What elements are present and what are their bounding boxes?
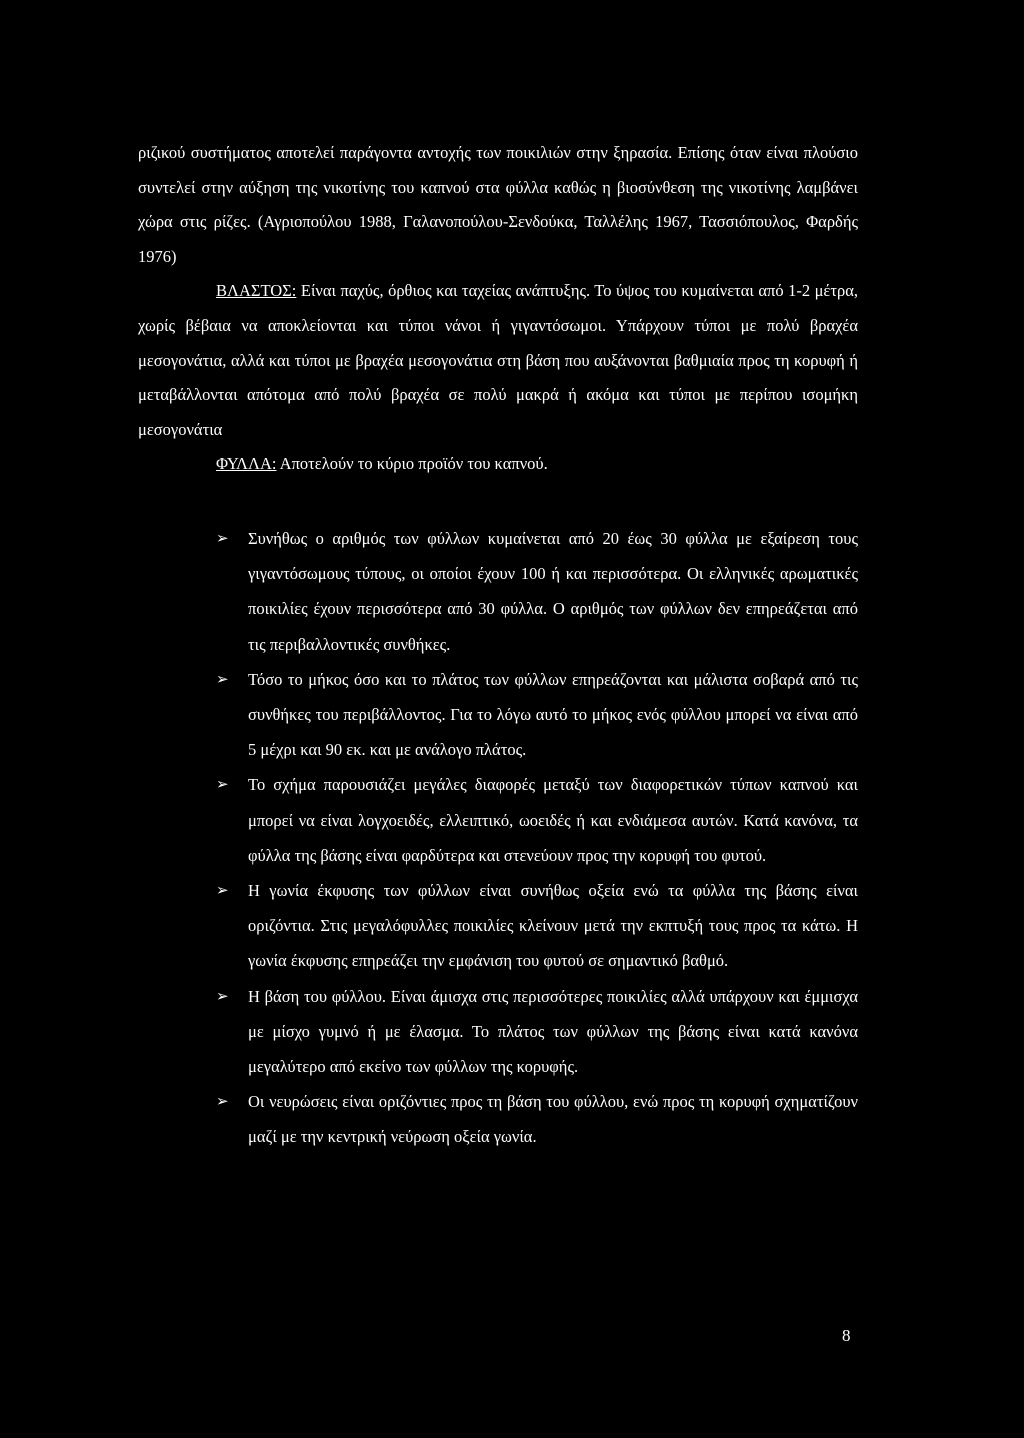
body-text — [138, 136, 858, 482]
list-item-text: Οι νευρώσεις είναι οριζόντιες προς τη βάση του φύλλου, ενώ προς τη κορυφή σχηματίζουν μαζί με την κεντρική νεύρωση οξεία γωνία. — [248, 1092, 858, 1147]
paragraph-root-system: ριζικού συστήματος αποτελεί παράγοντα αντοχής των ποικιλιών στην ξηρασία. Επίσης όταν είναι πλούσιο συντελεί στην αύξηση της νικοτίνης του καπνού στα φύλλα καθώς η βιοσύνθεση της νικοτίνης λαμβάνει χώρα στις ρίζες. (Αγριοπούλου 1988, Γαλανοπούλου-Σενδούκα, Ταλλέλης 1967, Τασσιόπουλος, Φαρδής 1976) — [138, 143, 858, 266]
list-item — [138, 1084, 858, 1154]
arrow-bullet-icon: ➢ — [216, 529, 229, 547]
list-item — [138, 979, 858, 1085]
list-item — [138, 521, 858, 662]
paragraph-stem — [138, 274, 858, 447]
list-item-text: Το σχήμα παρουσιάζει μεγάλες διαφορές μεταξύ των διαφορετικών τύπων καπνού και μπορεί να είναι λογχοειδές, ελλειπτικό, ωοειδές ή και ενδιάμεσα αυτών. Κατά κανόνα, τα φύλλα της βάσης είναι φαρδύτερα και στενεύουν προς την κορυφή του φυτού. — [248, 775, 858, 865]
page-number: 8 — [842, 1326, 851, 1345]
arrow-bullet-icon: ➢ — [216, 1092, 229, 1111]
list-item — [138, 767, 858, 873]
stem-text: Είναι παχύς, όρθιος και ταχείας ανάπτυξης. Το ύψος του κυμαίνεται από 1-2 μέτρα, χωρίς βέβαια να αποκλείονται και τύποι νάνοι ή γιγαντόσωμοι. Υπάρχουν τύποι με πολύ βραχέα μεσογονάτια, αλλά και τύποι με βραχέα μεσογονάτια στη βάση που αυξάνονται βαθμιαία προς τη κορυφή ή μεταβάλλονται απότομα από πολύ βραχέα σε πολύ μακρά ή ακόμα και τύποι με περίπου ισομήκη μεσογονάτια — [138, 281, 858, 439]
list-item-text: Τόσο το μήκος όσο και το πλάτος των φύλλων επηρεάζονται και μάλιστα σοβαρά από τις συνθήκες του περιβάλλοντος. Για το λόγω αυτό το μήκος ενός φύλλου μπορεί να είναι από 5 μέχρι και 90 εκ. και με ανάλογο πλάτος. — [248, 669, 858, 760]
arrow-bullet-icon: ➢ — [216, 881, 229, 900]
list-item — [138, 662, 858, 768]
leaves-heading: ΦΥΛΛΑ: — [216, 454, 277, 474]
list-item-text: Συνήθως ο αριθμός των φύλλων κυμαίνεται από 20 έως 30 φύλλα με εξαίρεση τους γιγαντόσωμους τύπους, οι οποίοι έχουν 100 ή και περισσότερα. Οι ελληνικές αρωματικές ποικιλίες έχουν περισσότερα από 30 φύλλα. Ο αριθμός των φύλλων δεν επηρεάζεται από τις περιβαλλοντικές συνθήκες. — [248, 529, 858, 654]
arrow-bullet-icon: ➢ — [216, 669, 229, 688]
paragraph-leaves — [138, 447, 858, 482]
stem-heading: ΒΛΑΣΤΟΣ: — [216, 281, 297, 301]
list-item-text: Η βάση του φύλλου. Είναι άμισχα στις περισσότερες ποικιλίες αλλά υπάρχουν και έμμισχα με μίσχο γυμνό ή με έλασμα. Το πλάτος των φύλλων της βάσης είναι κατά κανόνα μεγαλύτερο από εκείνο των φύλλων της κορυφής. — [248, 986, 858, 1077]
list-item — [138, 873, 858, 979]
leaves-text: Αποτελούν το κύριο προϊόν του καπνού. — [276, 454, 548, 474]
list-item-text: Η γωνία έκφυσης των φύλλων είναι συνήθως οξεία ενώ τα φύλλα της βάσης είναι οριζόντια. Στις μεγαλόφυλλες ποικιλίες κλείνουν μετά την εκπτυξή τους προς τα κάτω. Η γωνία έκφυσης επηρεάζει την εμφάνιση του φυτού σε σημαντικό βαθμό. — [248, 881, 858, 971]
arrow-bullet-icon: ➢ — [216, 986, 229, 1005]
arrow-bullet-icon: ➢ — [216, 775, 229, 794]
leaf-characteristics-list — [138, 521, 858, 1155]
